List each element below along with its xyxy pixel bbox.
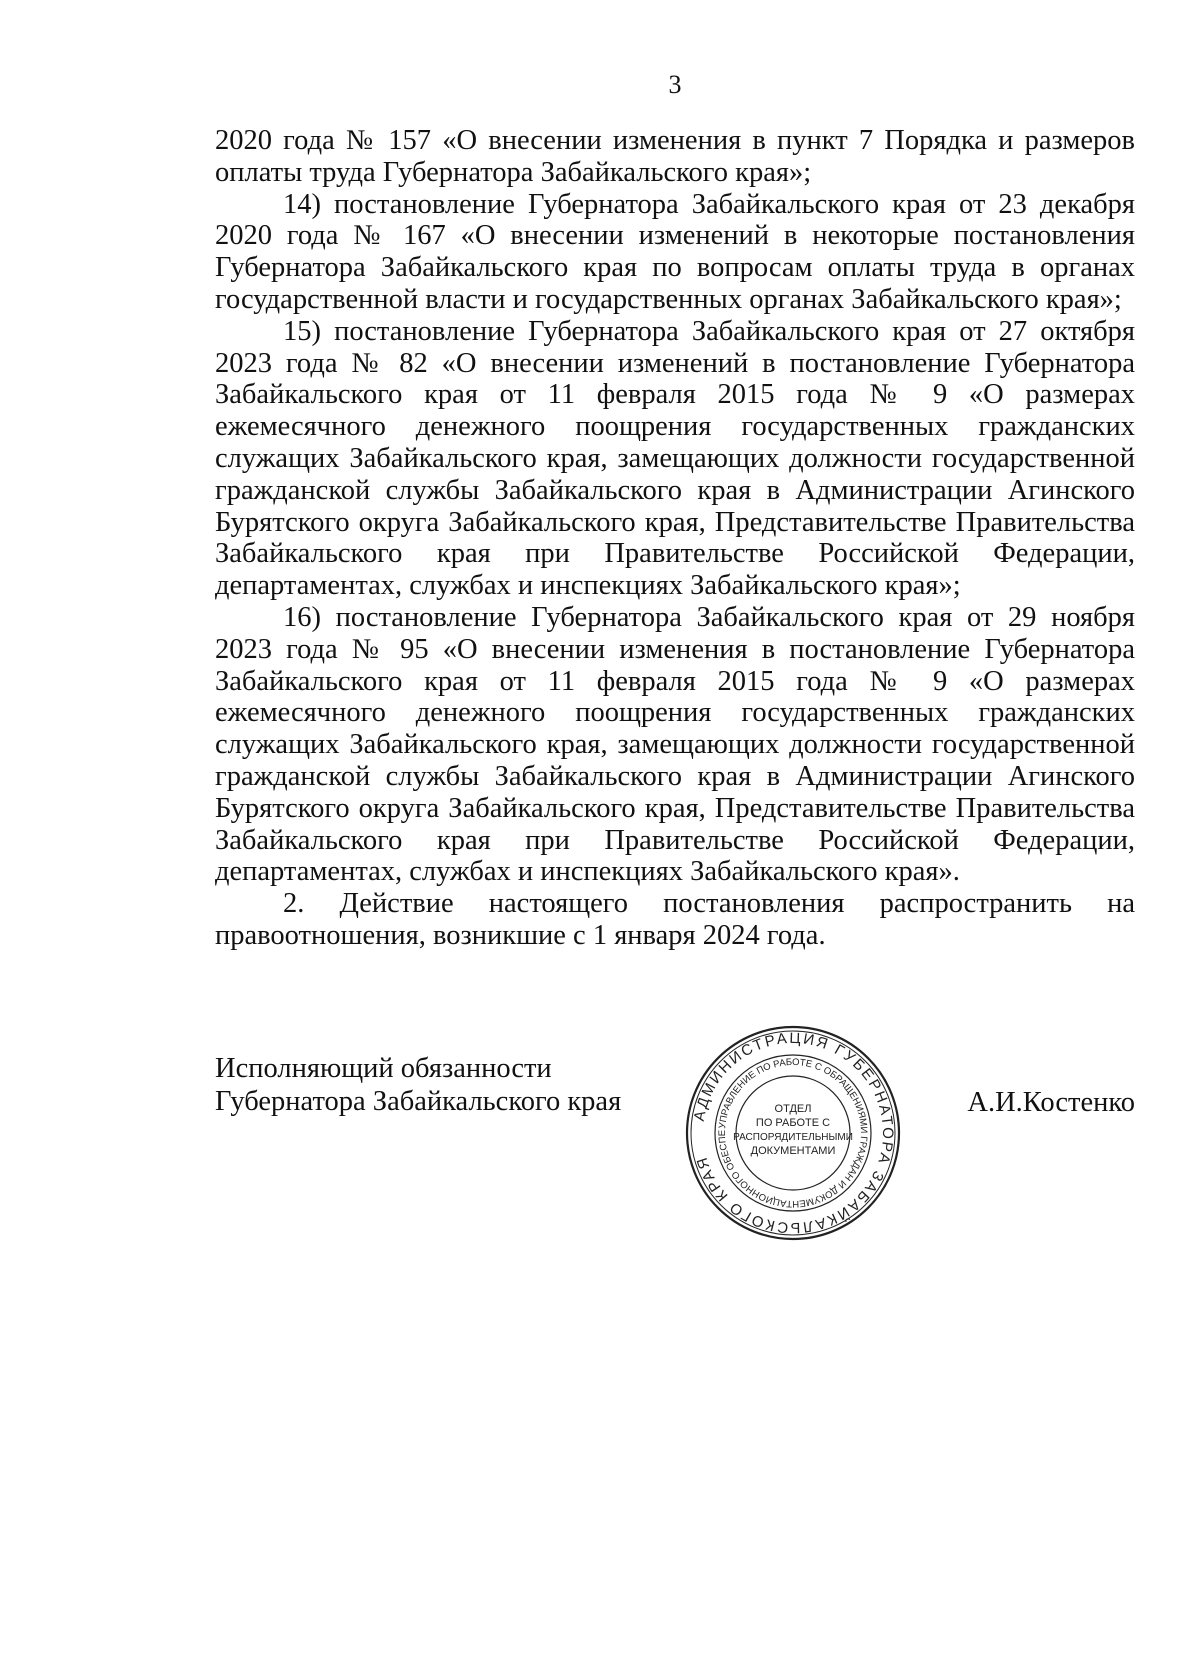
official-stamp bbox=[682, 1022, 904, 1244]
list-item-16: 16) постановление Губернатора Забайкальского края от 29 ноября 2023 года № 95 «О внесении изменения в постановление Губернатора Забайкальского края от 11 февраля 2015 года № 9 «О размерах ежемесячного денежного поощрения государственных гражданских служащих Забайкальского края, замещающих должности государственной гражданской службы Забайкальского края в Администрации Агинского Бурятского округа Забайкальского края, Представительстве Правительства Забайкальского края при Правительстве Российской Федерации, департаментах, службах и инспекциях Забайкальского края». bbox=[215, 601, 1135, 888]
stamp-center-line1: ОТДЕЛ bbox=[774, 1103, 812, 1115]
signatory-position-line2: Губернатора Забайкальского края bbox=[215, 1086, 622, 1117]
list-item-14: 14) постановление Губернатора Забайкальского края от 23 декабря 2020 года № 167 «О внесении изменений в некоторые постановления Губернатора Забайкальского края по вопросам оплаты труда в органах государственной власти и государственных органах Забайкальского края»; bbox=[215, 188, 1135, 315]
paragraph-continuation: 2020 года № 157 «О внесении изменения в пункт 7 Порядка и размеров оплаты труда Губернатора Забайкальского края»; bbox=[215, 125, 1135, 188]
stamp-center-line4: ДОКУМЕНТАМИ bbox=[750, 1145, 836, 1157]
document-body bbox=[215, 125, 1135, 952]
paragraph-2: 2. Действие настоящего постановления распространить на правоотношения, возникшие с 1 января 2024 года. bbox=[215, 888, 1135, 951]
list-item-15: 15) постановление Губернатора Забайкальского края от 27 октября 2023 года № 82 «О внесении изменений в постановление Губернатора Забайкальского края от 11 февраля 2015 года № 9 «О размерах ежемесячного денежного поощрения государственных гражданских служащих Забайкальского края, замещающих должности государственной гражданской службы Забайкальского края в Администрации Агинского Бурятского округа Забайкальского края, Представительстве Правительства Забайкальского края при Правительстве Российской Федерации, департаментах, службах и инспекциях Забайкальского края»; bbox=[215, 315, 1135, 602]
stamp-inner-text: УПРАВЛЕНИЕ ПО РАБОТЕ С ОБРАЩЕНИЯМИ ГРАЖДАН И ДОКУМЕНТАЦИОННОГО ОБЕСПЕ bbox=[716, 1056, 870, 1210]
page-number: 3 bbox=[668, 70, 682, 99]
signatory-position-line1: Исполняющий обязанности bbox=[215, 1053, 552, 1084]
stamp-outer-text: АДМИНИСТРАЦИЯ ГУБЕРНАТОРА ЗАБАЙКАЛЬСКОГО КРАЯ bbox=[690, 1029, 897, 1237]
stamp-center-line3: РАСПОРЯДИТЕЛЬНЫМИ bbox=[733, 1132, 853, 1143]
signatory-position bbox=[215, 1052, 621, 1118]
stamp-center-line2: ПО РАБОТЕ С bbox=[755, 1117, 831, 1129]
signatory-name: А.И.Костенко bbox=[967, 1087, 1135, 1118]
